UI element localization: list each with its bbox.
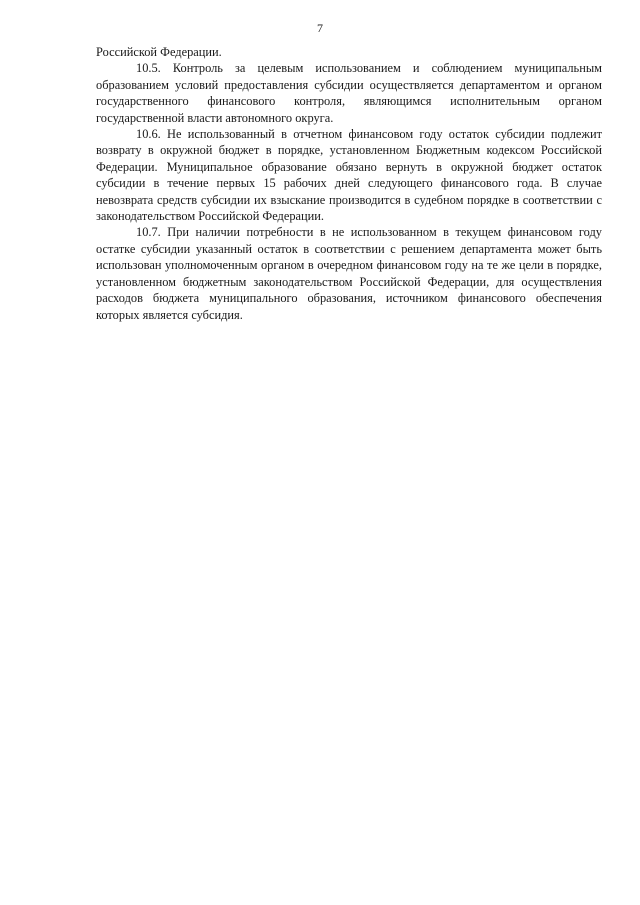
page-number: 7: [317, 21, 323, 35]
document-body: [96, 44, 602, 323]
paragraph-10-6: 10.6. Не использованный в отчетном финансовом году остаток субсидии подлежит возврату в окружной бюджет в порядке, установленном Бюджетным кодексом Российской Федерации. Муниципальное образование обязано вернуть в окружной бюджет остаток субсидии в течение первых 15 рабочих дней следующего финансового года. В случае невозврата средств субсидии их взыскание производится в судебном порядке в соответствии с законодательством Российской Федерации.: [96, 127, 602, 224]
paragraph-10-5: 10.5. Контроль за целевым использованием и соблюдением муниципальным образованием условий предоставления субсидии осуществляется департаментом и органом государственного финансового контроля, являющимся исполнительным органом государственной власти автономного округа.: [96, 61, 602, 125]
paragraph-continuation: Российской Федерации.: [96, 45, 222, 59]
paragraph-10-7: 10.7. При наличии потребности в не использованном в текущем финансовом году остатке субсидии указанный остаток в соответствии с решением департамента может быть использован уполномоченным органом в очередном финансовом году на те же цели в порядке, установленном бюджетным законодательством Российской Федерации, для осуществления расходов бюджета муниципального образования, источником финансового обеспечения которых является субсидия.: [96, 225, 602, 322]
